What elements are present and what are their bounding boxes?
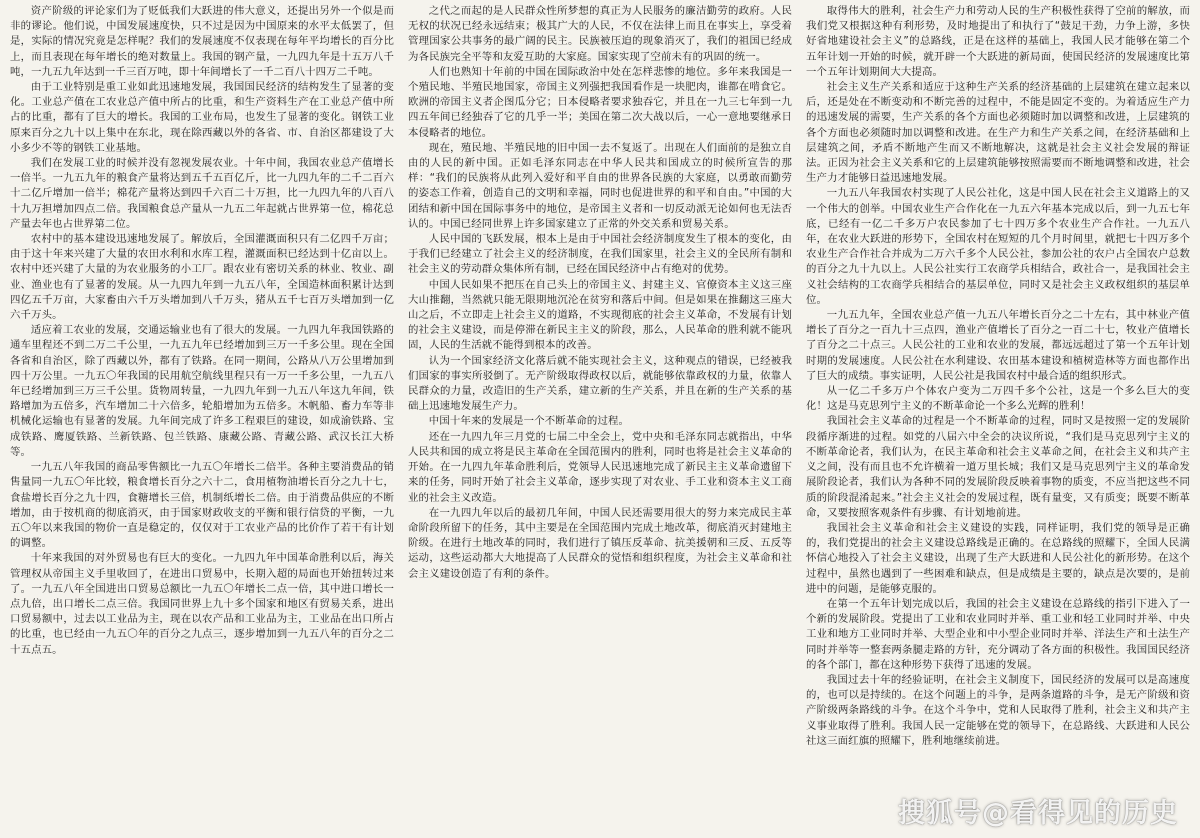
- paragraph: 之代之而起的是人民群众性所梦想的真正为人民服务的廉洁勤劳的政府。人民无权的状况已经永远结束；极其广大的人民，不仅在法律上而且在事实上，享受着管理国家公共事务的最广阔的民主。民族被压迫的现象消灭了，我们的祖国已经成为各民族完全平等和友爱互助的大家庭。国家实现了空前未有的巩固的统一。: [408, 5, 792, 63]
- paragraph: 还在一九四九年三月党的七届二中全会上，党中央和毛泽东同志就指出，中华人民共和国的成立将是民主革命在全国范围内的胜利，同时也将是社会主义革命的开始。在一九四九年革命胜利后，党领导人民迅速地完成了新民主主义革命遗留下来的任务，同时开始了社会主义革命，逐步实现了对农业、手工业和资本主义工商业的社会主义改造。: [408, 430, 792, 504]
- paragraph: 认为一个国家经济文化落后就不能实现社会主义，这种观点的错误，已经被我们国家的事实所驳倒了。无产阶级取得政权以后，就能够依靠政权的力量，依靠人民群众的力量，改造旧的生产关系，建立新的生产关系，并且在新的生产关系的基础上迅速地发展生产力。: [408, 354, 792, 413]
- paragraph: 现在，殖民地、半殖民地的旧中国一去不复返了。出现在人们面前的是独立自由的人民的新中国。正如毛泽东同志在中华人民共和国成立的时候所宣告的那样：“我们的民族将从此列入爱好和平自由的世界各民族的大家庭，以勇敢而勤劳的姿态工作着，创造自己的文明和幸福，同时也促进世界的和平和自由。”中国的大团结和新中国在国际事务中的地位，是帝国主义者和一切反动派无论如何也无法否认的。中国已经同世界上许多国家建立了正常的外交关系和贸易关系。: [408, 141, 792, 230]
- paragraph: 我国社会主义革命的过程是一个不断革命的过程，同时又是按照一定的发展阶段循序渐进的过程。如党的八届六中全会的决议所说，“我们是马克思列宁主义的不断革命论者，我们认为，在民主革命和社会主义革命之间，在社会主义和共产主义之间，没有而且也不允许横着一道万里长城；我们又是马克思列宁主义的革命发展阶段论者，我们认为各种不同的发展阶段反映着事物的质变，不应当把这些不同质的阶段混淆起来。”社会主义社会的发展过程，既有量变，又有质变；既要不断革命，又要按照客观条件有步骤、有计划地前进。: [806, 415, 1190, 519]
- paragraph: 一九五九年，全国农业总产值一九五八年增长百分之二十左右，其中林业产值增长了百分之一百九十三点四，渔业产值增长了百分之一百二十七，牧业产值增长了百分之二十点三。人民公社的工业和农业的发展，都远远超过了第一个五年计划时期的发展速度。人民公社在水利建设、农田基本建设和植树造林等方面也都作出了巨大的成绩。事实证明，人民公社是我国农村中最合适的组织形式。: [806, 309, 1190, 382]
- section-heading: 中国十年来的发展是一个不断革命的过程。: [428, 415, 630, 428]
- paragraph: 在一九四九年以后的最初几年间，中国人民还需要用很大的努力来完成民主革命阶段所留下的任务，其中主要是在全国范围内完成土地改革，彻底消灭封建地主阶级。在进行土地改革的同时，我们进行了镇压反革命、抗美援朝和三反、五反等运动，这些运动都大大地提高了人民群众的觉悟和组织程度，为社会主义革命和社会主义建设创造了有利的条件。: [408, 506, 792, 580]
- paragraph: 在第一个五年计划完成以后，我国的社会主义建设在总路线的指引下进入了一个新的发展阶段。党提出了工业和农业同时并举、重工业和轻工业同时并举、中央工业和地方工业同时并举、大型企业和中小型企业同时并举、洋法生产和土法生产同时并举等一整套两条腿走路的方针，充分调动了各方面的积极性。我国国民经济的各个部门，都在这种形势下获得了迅速的发展。: [806, 597, 1190, 671]
- paragraph: 十年来我国的对外贸易也有巨大的变化。一九四九年中国革命胜利以后，海关管理权从帝国主义手里收回了，在进出口贸易中，长期入超的局面也开始扭转过来了。一九五八年全国进出口贸易总额比一九五〇年增长二点一倍，其中进口增长一点九倍，出口增长二点三倍。我国同世界上九十多个国家和地区有贸易关系，进出口贸易额中，过去以工业品为主，现在以农产品和工业品为主，工业品在出口所占的比重，也已经由一九五〇年的百分之九点三，逐步增加到一九五八年的百分之二十五点五。: [10, 552, 394, 656]
- paragraph: 中国人民如果不把压在自己头上的帝国主义、封建主义、官僚资本主义这三座大山推翻，当然就只能无限期地沉沦在贫穷和落后中间。但是如果在推翻这三座大山之后，不立即走上社会主义的道路，不实现彻底的社会主义革命，不发展有计划的社会主义建设，而是停滞在新民主主义的阶段，那么，人民革命的胜利就不能巩固，人民的生活就不能得到根本的改善。: [408, 278, 792, 352]
- watermark-logo: 搜狐号@看得见的历史: [898, 798, 1178, 829]
- paragraph: 人们也熟知十年前的中国在国际政治中处在怎样悲惨的地位。多年来我国是一个殖民地、半殖民地国家，帝国主义列强把我国看作是一块肥肉，谁都在啃食它。欧洲的帝国主义者企图瓜分它；日本侵略者要求独吞它，并且在一九三七年到一九四五年间已经独吞了它的几乎一半；美国在第二次大战以后，一心一意地要继承日本侵略者的地位。: [408, 65, 792, 139]
- paragraph: 由于工业特别是重工业如此迅速地发展，我国国民经济的结构发生了显著的变化。工业总产值在工农业总产值中所占的比重，和生产资料生产在工业总产值中所占的比重，都有了巨大的增长。我国的工业布局，也发生了显著的变化。钢铁工业原来百分之九十以上集中在东北，现在除西藏以外的各省、市、自治区都建设了大小多少不等的钢铁工业基地。: [10, 81, 394, 154]
- paragraph: 取得伟大的胜利，社会生产力和劳动人民的生产积极性获得了空前的解放，而我们党又根据这种有利形势，及时地提出了和执行了“鼓足干劲，力争上游，多快好省地建设社会主义”的总路线，正是在这样的基础上，我国人民才能够在第二个五年计划一开始的时候，就开辟一个大跃进的新局面，使国民经济的发展速度比第一个五年计划期间大大提高。: [806, 5, 1190, 78]
- paragraph: 我们在发展工业的时候并没有忽视发展农业。十年中间，我国农业总产值增长一倍半。一九五九年的粮食产量将达到五千五百亿斤，比一九四九年的二千二百六十二亿斤增加一倍半；棉花产量将达到四千六百二十万担，比一九四九年的八百八十九万担增加四点二倍。我国粮食总产量从一九五二年起就占世界第一位，棉花总产量去年也占世界第二位。: [10, 157, 394, 230]
- column-2: [408, 4, 792, 834]
- paragraph: 社会主义生产关系和适应于这种生产关系的经济基础的上层建筑在建立起来以后，还是处在不断变动和不断完善的过程中，不能是固定不变的。为着适应生产力的迅速发展的需要，生产关系的各个方面也必须随时加以调整和改进，上层建筑的各个方面也必须随时加以调整和改进。在生产力和生产关系之间，在经济基础和上层建筑之间，矛盾不断地产生而又不断地解决，这就是社会主义社会发展的辩证法。正因为社会主义关系和它的上层建筑能够按照需要而不断地调整和改进，社会生产力才能够日益迅速地发展。: [806, 81, 1190, 185]
- paragraph: 人民中国的飞跃发展，根本上是由于中国社会经济制度发生了根本的变化，由于我们已经建立了社会主义的经济制度，在我们国家里，社会主义的全民所有制和社会主义的劳动群众集体所有制，已经在国民经济中占有绝对的优势。: [408, 233, 792, 276]
- paragraph: 我国社会主义革命和社会主义建设的实践，同样证明，我们党的领导是正确的，我们党提出的社会主义建设总路线是正确的。在总路线的照耀下，全国人民满怀信心地投入了社会主义建设，出现了生产大跃进和人民公社化的新形势。在这个过程中，虽然也遇到了一些困难和缺点，但是成绩是主要的，缺点是次要的，是前进中的问题，是能够克服的。: [806, 521, 1190, 595]
- paragraph: 从一亿二千多万户个体农户变为二万四千多个公社，这是一个多么巨大的变化！这是马克思列宁主义的不断革命论一个多么光辉的胜利！: [806, 385, 1190, 413]
- paragraph: 一九五八年我国农村实现了人民公社化，这是中国人民在社会主义道路上的又一个伟大的创举。中国农业生产合作化在一九五六年基本完成以后，到一九五七年底，已经有一亿二千多万户农民参加了七十四万多个农业生产合作社。一九五八年，在农业大跃进的形势下，全国农村在短短的几个月时间里，就把七十四万多个农业生产合作社合并成为二万六千多个人民公社，参加公社的农户占全国农户总数的百分之九十九以上。人民公社实行工农商学兵相结合，政社合一，是我国社会主义社会结构的工农商学兵相结合的基层单位，同时又是社会主义政权组织的基层单位。: [806, 187, 1190, 306]
- paragraph: 一九五八年我国的商品零售额比一九五〇年增长二倍半。各种主要消费品的销售量同一九五〇年比较，粮食增长百分之六十二，食用植物油增长百分之九十七，食盐增长百分之九十四，食糖增长三倍，机制纸增长二倍。由于消费品供应的不断增加，由于按机商的彻底消灭，由于国家财政收支的平衡和银行信贷的平衡，一九五〇年以来我国的物价一直是稳定的，仅仅对于工农业产品的比价作了若干有计划的调整。: [10, 461, 394, 550]
- paragraph: 农村中的基本建设迅速地发展了。解放后，全国灌溉面积只有二亿四千万亩；由于这十年来兴建了大量的农田水利和水库工程，灌溉面积已经达到十亿亩以上。农村中还兴建了大量的为农业服务的小工厂。跟农业有密切关系的林业、牧业、副业、渔业也有了显著的发展。从一九四九年到一九五八年，全国造林面积累计达到四亿五千万亩，大家畜由六千万头增加到八千万头，猪从五千七百万头增加到一亿六千万头。: [10, 233, 394, 322]
- paragraph: 资产阶级的评论家们为了贬低我们大跃进的伟大意义，还提出另外一个似是而非的谬论。他们说，中国发展速度快，只不过是因为中国原来的水平太低罢了，但是，实际的情况究竟是怎样呢？我们的发展速度不仅表现在每年平均增长的百分比上，而且表现在每年增长的绝对数量上。我国的钢产量，一九四九年是十五万八千吨，一九五九年达到一千三百万吨，即十年间增长了一千二百八十四万二千吨。: [10, 5, 394, 78]
- column-3: [806, 4, 1190, 834]
- text-columns: [10, 4, 1190, 834]
- paragraph: 适应着工农业的发展，交通运输业也有了很大的发展。一九四九年我国铁路的通车里程还不到二万二千公里，一九五九年已经增加到三万一千多公里。现在全国各省和自治区，除了西藏以外，都有了铁路。在同一期间，公路从八万公里增加到四十万公里。一九五〇年我国的民用航空航线里程只有一万一千多公里，一九五八年已经增加到三万三千公里。货物周转量，一九四九年到一九五八年这九年间，铁路增加为五倍多，汽车增加二十六倍多，轮船增加为五倍多。木帆船、畜力车等非机械化运输也有显著的发展。九年间完成了许多工程艰巨的建设，如成渝铁路、宝成铁路、鹰厦铁路、兰新铁路、包兰铁路、康藏公路、青藏公路、武汉长江大桥等。: [10, 324, 394, 458]
- paragraph: 我国过去十年的经验证明，在社会主义制度下，国民经济的发展可以是高速度的，也可以是持续的。在这个问题上的斗争，是两条道路的斗争，是无产阶级和资产阶级两条路线的斗争。在这个斗争中，党和人民取得了胜利，社会主义和共产主义事业取得了胜利。我国人民一定能够在党的领导下，在总路线、大跃进和人民公社这三面红旗的照耀下，胜利地继续前进。: [806, 673, 1190, 747]
- column-1: [10, 4, 394, 834]
